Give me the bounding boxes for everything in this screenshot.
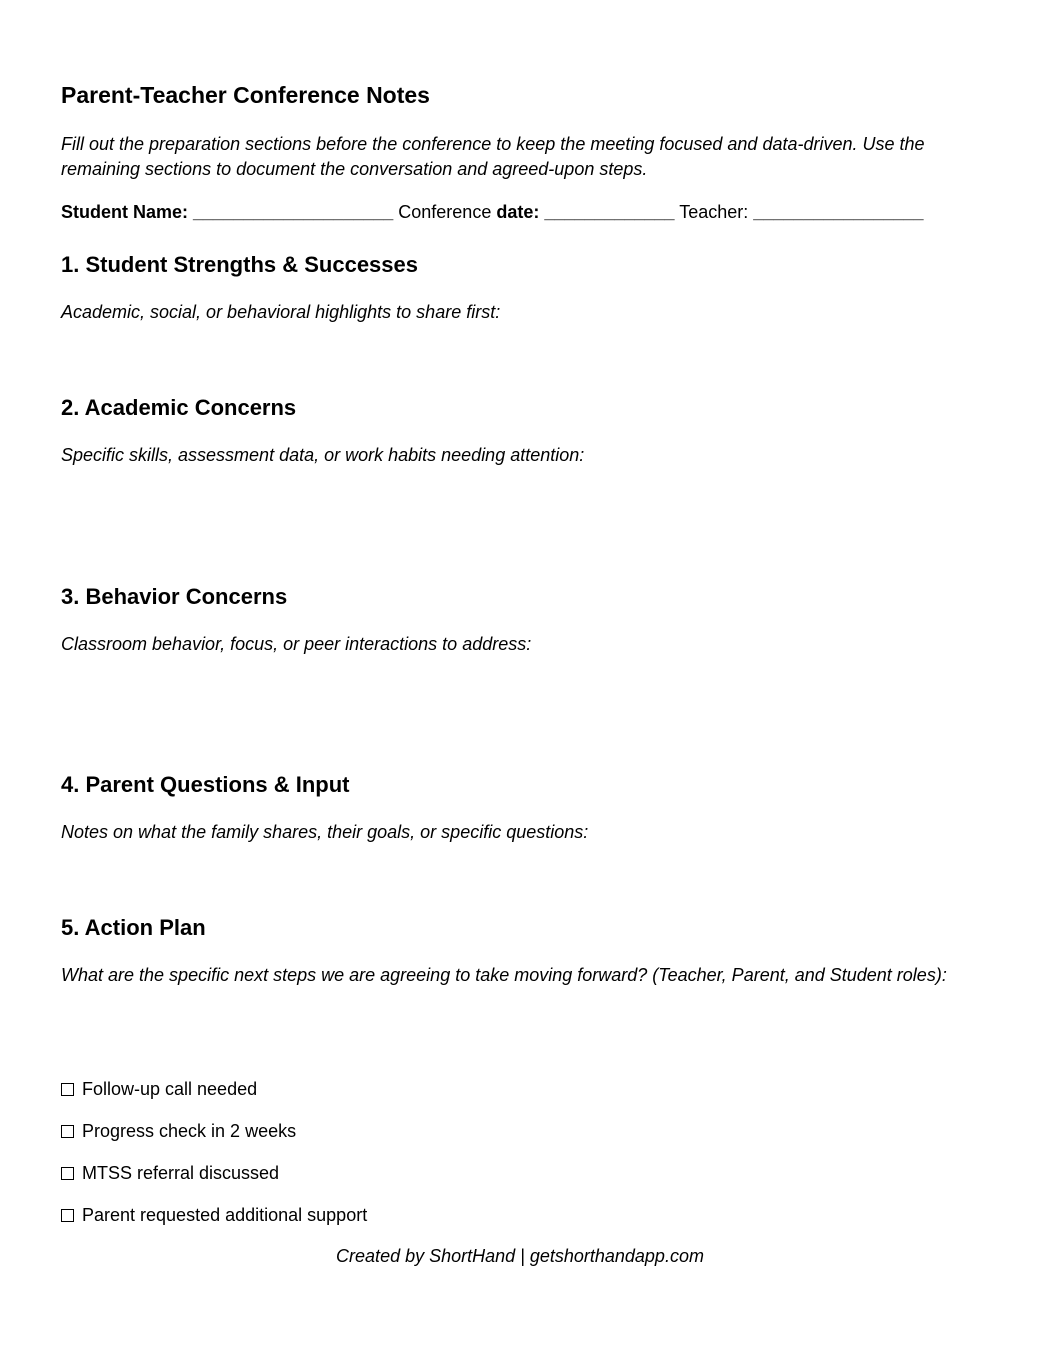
section-heading-strengths: 1. Student Strengths & Successes	[61, 252, 418, 277]
date-label: date:	[496, 202, 540, 222]
section-heading-action-plan: 5. Action Plan	[61, 915, 206, 940]
checklist-item[interactable]	[61, 1205, 367, 1226]
checkbox-icon[interactable]	[61, 1125, 74, 1138]
checklist-item-label: Follow-up call needed	[82, 1079, 258, 1099]
teacher-label: Teacher:	[679, 202, 749, 222]
date-blank[interactable]: _____________	[544, 202, 675, 222]
section-prompt-behavior: Classroom behavior, focus, or peer interactions to address:	[61, 634, 532, 654]
teacher-blank[interactable]: _________________	[753, 202, 924, 222]
student-name-label: Student Name:	[61, 202, 189, 222]
header-fields	[61, 202, 923, 223]
checklist-item-label: Parent requested additional support	[82, 1205, 368, 1225]
checklist-item[interactable]	[61, 1163, 279, 1184]
section-prompt-strengths: Academic, social, or behavioral highlights to share first:	[61, 302, 501, 322]
checkbox-icon[interactable]	[61, 1167, 74, 1180]
checklist-item[interactable]	[61, 1079, 257, 1100]
conference-label: Conference	[398, 202, 492, 222]
section-prompt-academic: Specific skills, assessment data, or work habits needing attention:	[61, 445, 585, 465]
page-title: Parent-Teacher Conference Notes	[61, 82, 430, 108]
intro-text: Fill out the preparation sections before the conference to keep the meeting focused and data-driven. Use the remaining sections to document the conversation and agreed-upon steps.	[61, 134, 925, 179]
section-heading-academic: 2. Academic Concerns	[61, 395, 297, 420]
footer-credit: Created by ShortHand | getshorthandapp.com	[336, 1246, 704, 1266]
checklist-item[interactable]	[61, 1121, 296, 1142]
section-prompt-parent-input: Notes on what the family shares, their goals, or specific questions:	[61, 822, 589, 842]
checklist-item-label: Progress check in 2 weeks	[82, 1121, 297, 1141]
student-name-blank[interactable]: ____________________	[193, 202, 394, 222]
section-heading-parent-input: 4. Parent Questions & Input	[61, 772, 350, 797]
checkbox-icon[interactable]	[61, 1209, 74, 1222]
section-prompt-action-plan: What are the specific next steps we are agreeing to take moving forward? (Teacher, Parent, and Student roles):	[61, 965, 947, 985]
checkbox-icon[interactable]	[61, 1083, 74, 1096]
checklist-item-label: MTSS referral discussed	[82, 1163, 280, 1183]
section-heading-behavior: 3. Behavior Concerns	[61, 584, 288, 609]
